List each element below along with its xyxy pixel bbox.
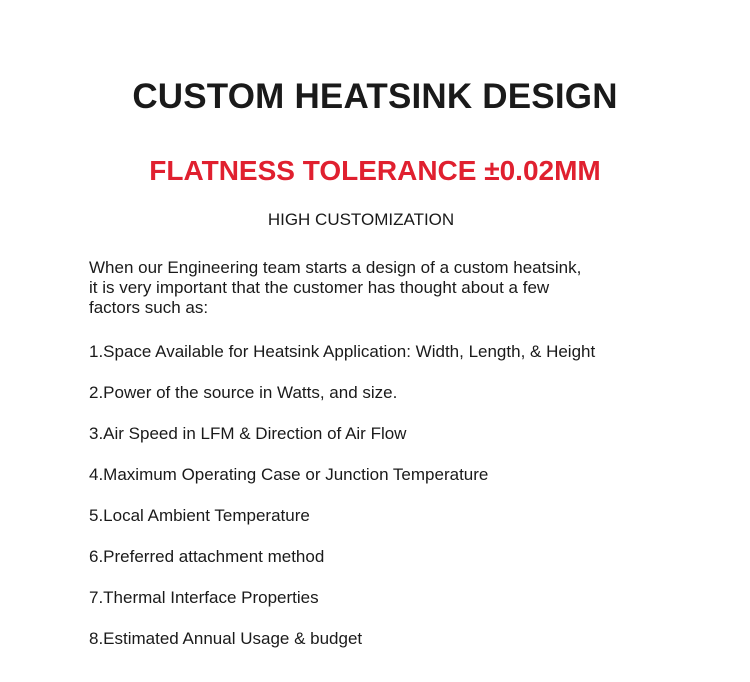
factor-item: 1.Space Available for Heatsink Application: Width, Length, & Height xyxy=(89,342,596,361)
factor-item: 6.Preferred attachment method xyxy=(89,547,325,566)
factor-item: 3.Air Speed in LFM & Direction of Air Flow xyxy=(89,424,407,443)
section-heading: HIGH CUSTOMIZATION xyxy=(267,210,455,229)
factor-item: 8.Estimated Annual Usage & budget xyxy=(89,629,363,648)
intro-line: factors such as: xyxy=(89,298,209,317)
page-subtitle: FLATNESS TOLERANCE ±0.02MM xyxy=(149,155,601,187)
factor-item: 5.Local Ambient Temperature xyxy=(89,506,310,525)
factor-item: 2.Power of the source in Watts, and size. xyxy=(89,383,398,402)
intro-line: it is very important that the customer has thought about a few xyxy=(89,278,550,297)
intro-paragraph xyxy=(89,258,689,318)
factor-item: 7.Thermal Interface Properties xyxy=(89,588,319,607)
factor-item: 4.Maximum Operating Case or Junction Temperature xyxy=(89,465,489,484)
page-title: CUSTOM HEATSINK DESIGN xyxy=(132,77,618,117)
factor-list xyxy=(89,340,709,668)
intro-line: When our Engineering team starts a design of a custom heatsink, xyxy=(89,258,582,277)
